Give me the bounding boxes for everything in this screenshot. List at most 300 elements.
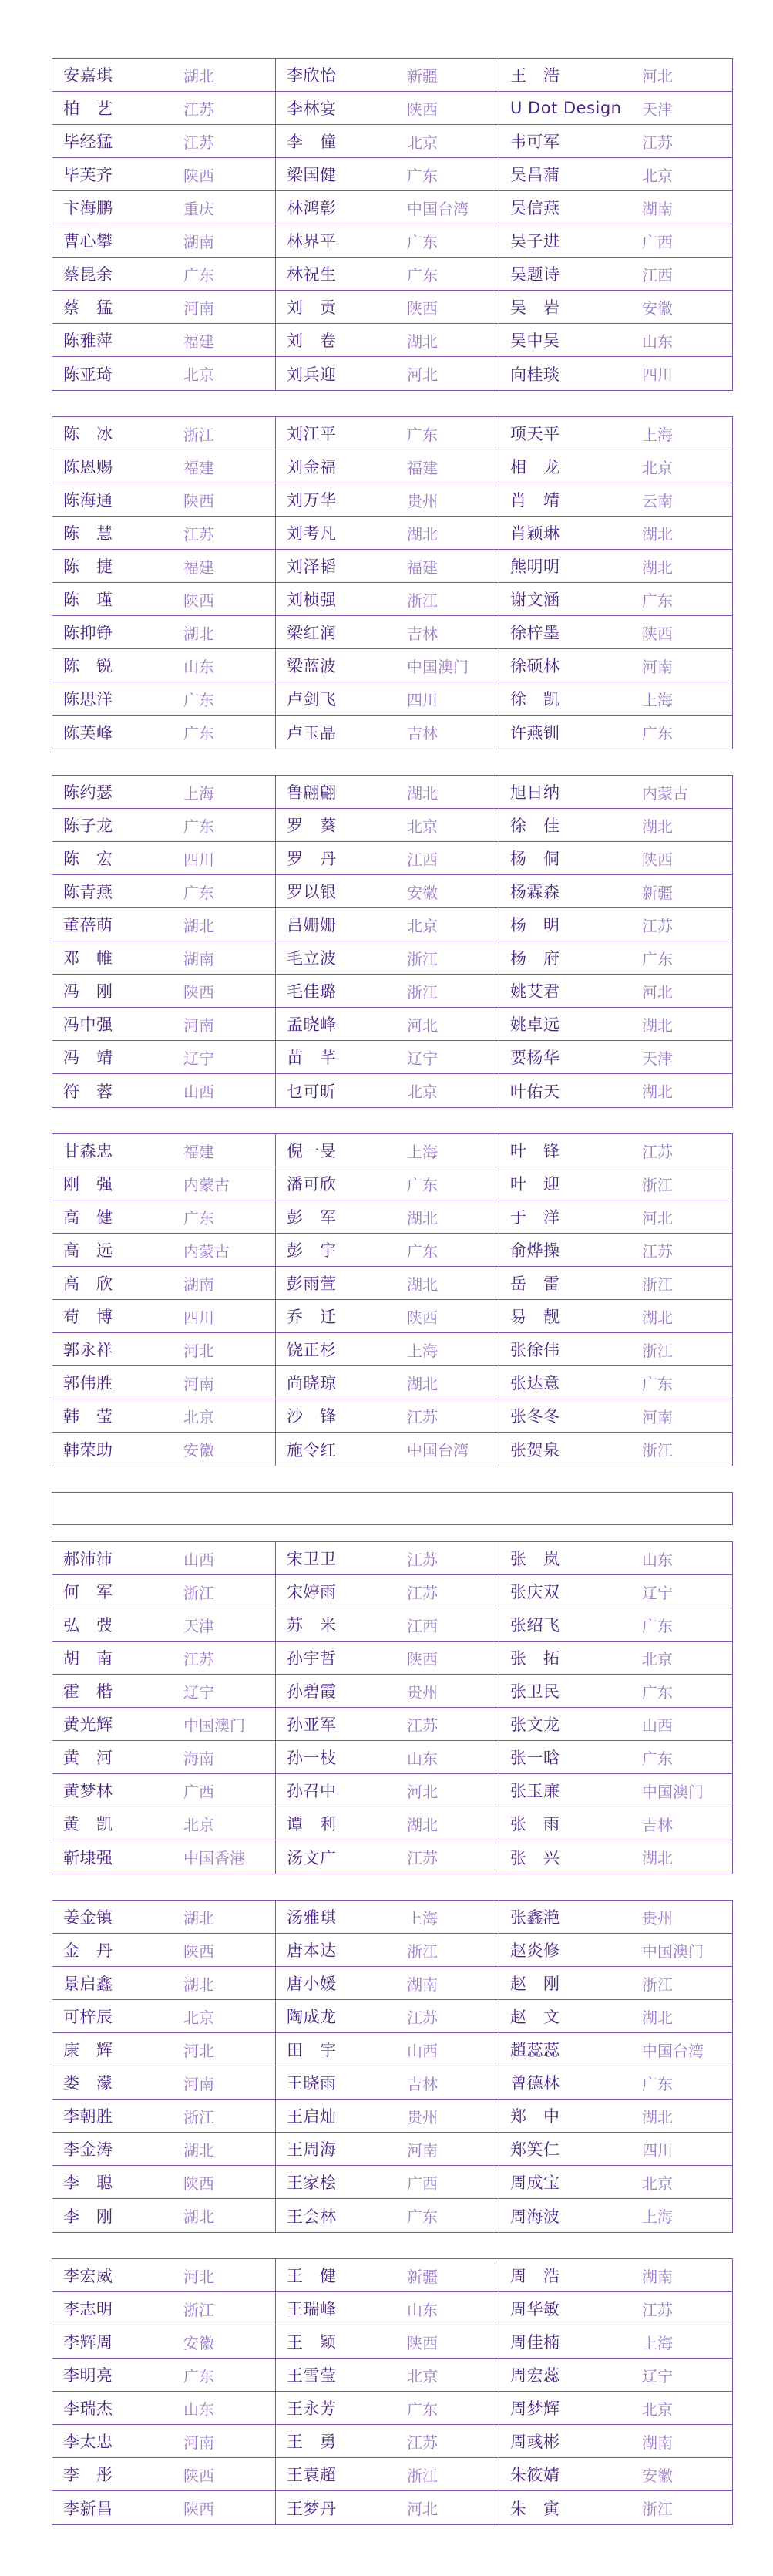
table-cell [275,1934,499,1966]
person-name: 张绍飞 [510,1616,560,1635]
province: 湖北 [642,524,673,544]
person-name: 王梦丹 [287,2499,337,2518]
province: 北京 [183,1407,214,1426]
person-name: 许燕钏 [510,723,560,742]
person-name: 柏 艺 [63,99,113,118]
person-name: 张 岚 [510,1550,560,1568]
table-cell [275,517,499,549]
table-cell [52,682,275,715]
province: 北京 [407,133,438,152]
roster-section [52,1541,733,1874]
table-cell [499,1366,734,1399]
province: 江西 [407,1616,438,1635]
person-name: 林祝生 [287,265,337,284]
table-cell [275,682,499,715]
person-name: 毕经猛 [63,133,113,151]
table-cell [275,224,499,257]
person-name: 李瑞杰 [63,2399,113,2418]
table-cell [52,842,275,874]
province: 湖南 [183,232,214,251]
province: 广东 [642,1682,673,1702]
province: 福建 [183,557,214,577]
person-name: 叶佑天 [510,1082,560,1101]
person-name: 尚晓琼 [287,1374,337,1392]
province: 广东 [642,724,673,742]
person-name: 卢剑飞 [287,690,337,709]
table-cell [499,1675,734,1707]
table-row [52,1807,732,1840]
table-cell [499,2066,734,2099]
table-cell [52,1608,275,1641]
table-row [52,2325,732,2359]
person-name: 周海波 [510,2207,560,2226]
table-row [52,1399,732,1433]
province: 北京 [183,1815,214,1834]
person-name: 要杨华 [510,1049,560,1067]
province: 河南 [183,298,214,318]
province: 江苏 [183,133,214,152]
province: 安徽 [642,298,673,318]
province: 广东 [642,1616,673,1635]
person-name: 张文龙 [510,1716,560,1734]
person-name: 彭 宇 [287,1241,337,1260]
table-cell [275,776,499,808]
person-name: 徐 凯 [510,690,560,709]
person-name: 陈 宏 [63,850,113,868]
person-name: 李新昌 [63,2499,113,2518]
table-row [52,975,732,1008]
province: 陕西 [183,491,214,510]
table-row [52,875,732,908]
province: 安徽 [407,883,438,902]
person-name: 甘森忠 [63,1142,113,1160]
table-row [52,483,732,517]
person-name: 刚 强 [63,1175,113,1194]
person-name: 倪一旻 [287,1142,337,1160]
person-name: 梁国健 [287,166,337,184]
person-name: 张卫民 [510,1682,560,1701]
province: 河南 [407,2140,438,2160]
table-cell [275,483,499,516]
table-row [52,324,732,357]
person-name: 曹心攀 [63,232,113,251]
province: 广东 [642,2074,673,2093]
table-cell [499,258,734,290]
table-row [52,2033,732,2066]
table-row [52,2133,732,2166]
person-name: 周佳楠 [510,2333,560,2352]
table-cell [275,2100,499,2132]
table-cell [52,1708,275,1740]
province: 广东 [407,1175,438,1194]
table-cell [275,1901,499,1933]
table-cell [275,1200,499,1233]
person-name: 刘 贡 [287,298,337,317]
table-cell [275,2292,499,2325]
person-name: 潘可欣 [287,1175,337,1194]
person-name: 陈 慧 [63,524,113,543]
table-cell [52,324,275,356]
table-cell [52,1134,275,1167]
table-row [52,417,732,450]
person-name: 苗 芊 [287,1049,337,1067]
province: 河北 [642,1208,673,1227]
province: 湖北 [642,1083,673,1101]
table-row [52,1200,732,1234]
table-cell [499,2325,734,2358]
province: 江西 [407,850,438,869]
person-name: 朱 寅 [510,2499,560,2518]
province: 陕西 [183,2466,214,2485]
table-cell [275,2000,499,2032]
table-cell [52,2359,275,2391]
person-name: 周华敏 [510,2300,560,2318]
person-name: 罗 葵 [287,817,337,835]
person-name: 刘万华 [287,491,337,510]
province: 北京 [642,458,673,477]
table-cell [275,2166,499,2198]
province: 河南 [183,1015,214,1035]
person-name: 杨 府 [510,949,560,968]
table-row [52,1901,732,1934]
person-name: 孙亚军 [287,1716,337,1734]
person-name: 彭 军 [287,1208,337,1227]
person-name: 李欣怡 [287,66,337,85]
table-cell [52,483,275,516]
person-name: 林鸿彰 [287,199,337,217]
table-cell [499,682,734,715]
person-name: 谢文涵 [510,591,560,609]
table-cell [275,450,499,483]
province: 中国台湾 [407,1441,469,1460]
table-cell [499,941,734,974]
province: 陕西 [407,2333,438,2352]
table-cell [52,2259,275,2291]
table-row [52,1167,732,1200]
person-name: 唐小媛 [287,1975,337,1993]
person-name: 苟 博 [63,1308,113,1326]
province: 吉林 [642,1815,673,1834]
person-name: 吕姗姗 [287,916,337,934]
table-cell [499,324,734,356]
person-name: 姚卓远 [510,1015,560,1034]
table-cell [499,975,734,1007]
table-cell [499,1934,734,1966]
province: 浙江 [407,1941,438,1961]
province: 陕西 [183,591,214,610]
province: 河北 [183,1341,214,1360]
person-name: 黄 凯 [63,1815,113,1834]
table-cell [499,2458,734,2490]
province: 湖南 [642,2433,673,2452]
table-cell [275,1366,499,1399]
person-name: 赵 文 [510,2008,560,2026]
table-cell [52,1642,275,1674]
province: 海南 [183,1749,214,1768]
person-name: 吴昌蒲 [510,166,560,184]
table-cell [275,1774,499,1807]
person-name: 陈恩赐 [63,458,113,476]
person-name: 姚艾君 [510,982,560,1001]
table-cell [499,1134,734,1167]
section-gap [52,1466,733,1492]
table-cell [499,483,734,516]
table-row [52,649,732,682]
person-name: 刘泽韬 [287,557,337,576]
table-cell [499,1608,734,1641]
table-cell [499,92,734,124]
person-name: 李志明 [63,2300,113,2318]
table-cell [52,2392,275,2424]
person-name: 黄光辉 [63,1716,113,1734]
person-name: 旭日纳 [510,783,560,802]
province: 广东 [407,2207,438,2226]
person-name: 霍 楷 [63,1682,113,1701]
province: 湖北 [642,1849,673,1867]
table-cell [275,1074,499,1107]
province: 贵州 [407,2107,438,2126]
person-name: 安嘉琪 [63,66,113,85]
province: 河南 [642,657,673,676]
province: 内蒙古 [642,783,688,803]
table-cell [499,1807,734,1840]
province: 江苏 [183,99,214,119]
table-cell [275,2133,499,2165]
table-cell [275,1708,499,1740]
table-cell [499,1008,734,1040]
province: 湖北 [183,66,214,86]
person-name: 金 丹 [63,1941,113,1960]
province: 安徽 [642,2466,673,2485]
table-cell [275,2259,499,2291]
person-name: 郭伟胜 [63,1374,113,1392]
table-row [52,1774,732,1807]
person-name: 林界平 [287,232,337,251]
person-name: 王袁超 [287,2466,337,2484]
table-cell [499,1200,734,1233]
person-name: 张达意 [510,1374,560,1392]
province: 辽宁 [642,2366,673,2386]
province: 河南 [183,1374,214,1393]
table-cell [499,2033,734,2066]
person-name: 王会林 [287,2207,337,2226]
table-cell [52,258,275,290]
table-cell [499,875,734,907]
table-row [52,517,732,550]
table-row [52,716,732,749]
person-name: 周成宝 [510,2174,560,2192]
table-cell [52,1575,275,1608]
province: 广东 [642,591,673,610]
table-row [52,1008,732,1041]
person-name: 郭永祥 [63,1341,113,1359]
province: 福建 [183,1142,214,1161]
province: 辽宁 [183,1049,214,1068]
province: 广西 [183,1782,214,1801]
person-name: 邓 帷 [63,949,113,968]
table-cell [499,1399,734,1432]
person-name: 熊明明 [510,557,560,576]
province: 重庆 [183,199,214,218]
person-name: 陈 捷 [63,557,113,576]
province: 陕西 [183,166,214,185]
person-name: 宋卫卫 [287,1550,337,1568]
province: 福建 [183,332,214,351]
province: 浙江 [183,425,214,444]
province: 上海 [642,425,673,444]
table-row [52,258,732,291]
table-cell [275,291,499,323]
person-name: 高 欣 [63,1275,113,1293]
province: 广东 [407,265,438,285]
table-row [52,125,732,158]
table-cell [499,2199,734,2232]
person-name: 彭雨萱 [287,1275,337,1293]
person-name: 韩 莹 [63,1407,113,1426]
table-cell [499,158,734,190]
province: 辽宁 [642,1583,673,1602]
province: 河北 [407,2500,438,2518]
person-name: 刘桢强 [287,591,337,609]
person-name: 周彧彬 [510,2433,560,2451]
table-cell [275,1608,499,1641]
table-cell [499,716,734,749]
province: 上海 [183,783,214,803]
table-cell [499,1774,734,1807]
person-name: 王雪莹 [287,2366,337,2385]
table-cell [275,1967,499,1999]
table-cell [275,357,499,390]
province: 陕西 [183,2500,214,2518]
person-name: 李明亮 [63,2366,113,2385]
table-cell [499,2425,734,2457]
person-name: 王家桧 [287,2174,337,2192]
table-cell [52,92,275,124]
province: 浙江 [642,1441,673,1460]
province: 贵州 [642,1908,673,1928]
table-cell [275,1134,499,1167]
person-name: 刘金福 [287,458,337,476]
section-gap [52,391,733,416]
person-name: 韩荣助 [63,1440,113,1460]
person-name: 郑 中 [510,2107,560,2126]
province: 福建 [407,557,438,577]
province: 陕西 [183,1941,214,1961]
roster-section [52,1133,733,1466]
province: 湖北 [407,524,438,544]
table-cell [499,1575,734,1608]
person-name: 王瑞峰 [287,2300,337,2318]
person-name: 杨霖森 [510,883,560,901]
table-cell [52,1167,275,1200]
person-name: 高 健 [63,1208,113,1227]
province: 广东 [407,166,438,185]
province: 广东 [183,265,214,285]
table-cell [499,649,734,682]
person-name: 韦可军 [510,133,560,151]
table-cell [52,1041,275,1073]
province: 浙江 [183,1583,214,1602]
section-gap [52,1108,733,1133]
table-row [52,158,732,191]
province: 湖北 [407,1815,438,1834]
province: 河北 [642,66,673,86]
person-name: 张一晗 [510,1749,560,1767]
person-name: 孙召中 [287,1782,337,1800]
province: 山西 [642,1716,673,1735]
province: 河北 [183,2041,214,2060]
person-name: 项天平 [510,425,560,443]
person-name: 乔 迁 [287,1308,337,1326]
table-cell [52,2100,275,2132]
province: 上海 [407,1142,438,1161]
table-cell [499,1542,734,1574]
table-row [52,291,732,324]
table-cell [52,1200,275,1233]
table-cell [499,2392,734,2424]
table-cell [52,2066,275,2099]
table-cell [275,1575,499,1608]
table-cell [275,2066,499,2099]
person-name: 李太忠 [63,2433,113,2451]
table-row [52,1934,732,1967]
table-cell [275,1041,499,1073]
table-cell [52,450,275,483]
province: 湖北 [183,916,214,935]
table-row [52,92,732,125]
table-cell [499,2100,734,2132]
person-name: 张冬冬 [510,1407,560,1426]
person-name: 李 聪 [63,2174,113,2192]
table-cell [52,583,275,615]
person-name: 于 洋 [510,1208,560,1227]
person-name: 毕芙齐 [63,166,113,184]
table-cell [499,776,734,808]
table-cell [499,809,734,841]
person-name: 叶 锋 [510,1142,560,1160]
province: 江苏 [407,1550,438,1569]
person-name: 岳 雷 [510,1275,560,1293]
table-cell [52,1807,275,1840]
province: 河北 [407,1015,438,1035]
province: 浙江 [642,1175,673,1194]
table-row [52,2199,732,2232]
person-name: 李 僮 [287,133,337,151]
table-row [52,1608,732,1642]
province: 北京 [642,2399,673,2419]
table-cell [499,1433,734,1466]
province: 浙江 [407,949,438,968]
province: 新疆 [407,66,438,86]
table-cell [499,1708,734,1740]
province: 北京 [407,2366,438,2386]
province: 湖南 [642,199,673,218]
table-cell [275,875,499,907]
province: 浙江 [407,591,438,610]
roster-section [52,416,733,749]
person-name: 张徐伟 [510,1341,560,1359]
table-cell [275,1167,499,1200]
table-cell [275,2199,499,2232]
province: 辽宁 [183,1682,214,1702]
person-name: 周梦辉 [510,2399,560,2418]
province: 北京 [642,1649,673,1669]
table-cell [52,1267,275,1299]
table-cell [52,1675,275,1707]
table-cell [52,1234,275,1266]
person-name: 刘江平 [287,425,337,443]
table-row [52,1575,732,1608]
